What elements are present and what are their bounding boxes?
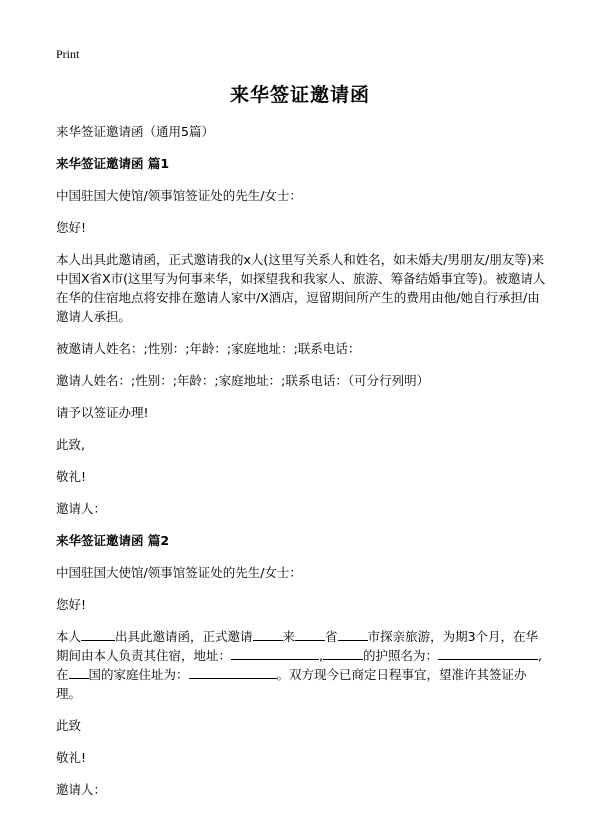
blank-field xyxy=(81,627,115,641)
section-1-closing: 此致, xyxy=(56,437,85,452)
section-2-closing: 此致 xyxy=(56,718,82,733)
body-text: 的护照名为： xyxy=(363,648,439,663)
body-text: 来 xyxy=(282,629,296,644)
body-text: , xyxy=(319,648,323,663)
section-1-request: 请予以签证办理! xyxy=(56,405,149,420)
body-text: 市探亲旅游，为期3个月，在华期间由本人负责其住宿，地址： xyxy=(56,629,539,663)
document-body xyxy=(56,122,550,812)
section-1-regards: 敬礼! xyxy=(56,469,87,484)
section-2-body xyxy=(56,627,550,703)
body-text: 省 xyxy=(325,629,338,644)
section-1-greeting: 您好! xyxy=(56,220,87,235)
section-1-inviter-info: 邀请人姓名：;性别：;年龄：;家庭地址：;联系电话：（可分行列明） xyxy=(56,373,430,388)
body-text: 出具此邀请函，正式邀请 xyxy=(115,629,253,644)
blank-field xyxy=(69,665,89,679)
body-text: ,在 xyxy=(56,648,542,682)
section-2-regards: 敬礼! xyxy=(56,750,87,765)
section-2-greeting: 您好! xyxy=(56,597,87,612)
section-2-salutation: 中国驻国大使馆/领事馆签证处的先生/女士： xyxy=(56,565,302,580)
print-label: Print xyxy=(56,47,80,61)
section-1-invitee-info: 被邀请人姓名：;性别：;年龄：;家庭地址：;联系电话： xyxy=(56,341,361,356)
body-text: 。双方现今已商定日程事宜，望准许其签证办理。 xyxy=(56,667,527,701)
section-1-body: 本人出具此邀请函，正式邀请我的x人(这里写关系人和姓名，如未婚夫/男朋友/朋友等)来中国X省X市(这里写为何事来华，如探望我和我家人、旅游、筹备结婚事宜等)。被邀请人在华的住宿地点将安排在邀请人家中/X酒店，逗留期间所产生的费用由他/她自行承担/由邀请人承担。 xyxy=(56,252,546,324)
blank-field xyxy=(253,627,283,641)
blank-field xyxy=(295,627,325,641)
section-1-heading: 来华签证邀请函 篇1 xyxy=(56,156,170,171)
blank-field xyxy=(189,665,277,679)
section-2-heading: 来华签证邀请函 篇2 xyxy=(56,533,170,548)
blank-field xyxy=(438,646,538,660)
blank-field xyxy=(231,646,319,660)
section-1-salutation: 中国驻国大使馆/领事馆签证处的先生/女士： xyxy=(56,188,302,203)
blank-field xyxy=(323,646,363,660)
intro-line: 来华签证邀请函（通用5篇） xyxy=(56,124,214,139)
body-text: 国的家庭住址为： xyxy=(88,667,189,682)
document-title: 来华签证邀请函 xyxy=(229,84,370,106)
blank-field xyxy=(338,627,368,641)
section-2-signature: 邀请人： xyxy=(56,782,107,797)
body-text: 本人 xyxy=(56,629,82,644)
section-1-signature: 邀请人： xyxy=(56,501,107,516)
